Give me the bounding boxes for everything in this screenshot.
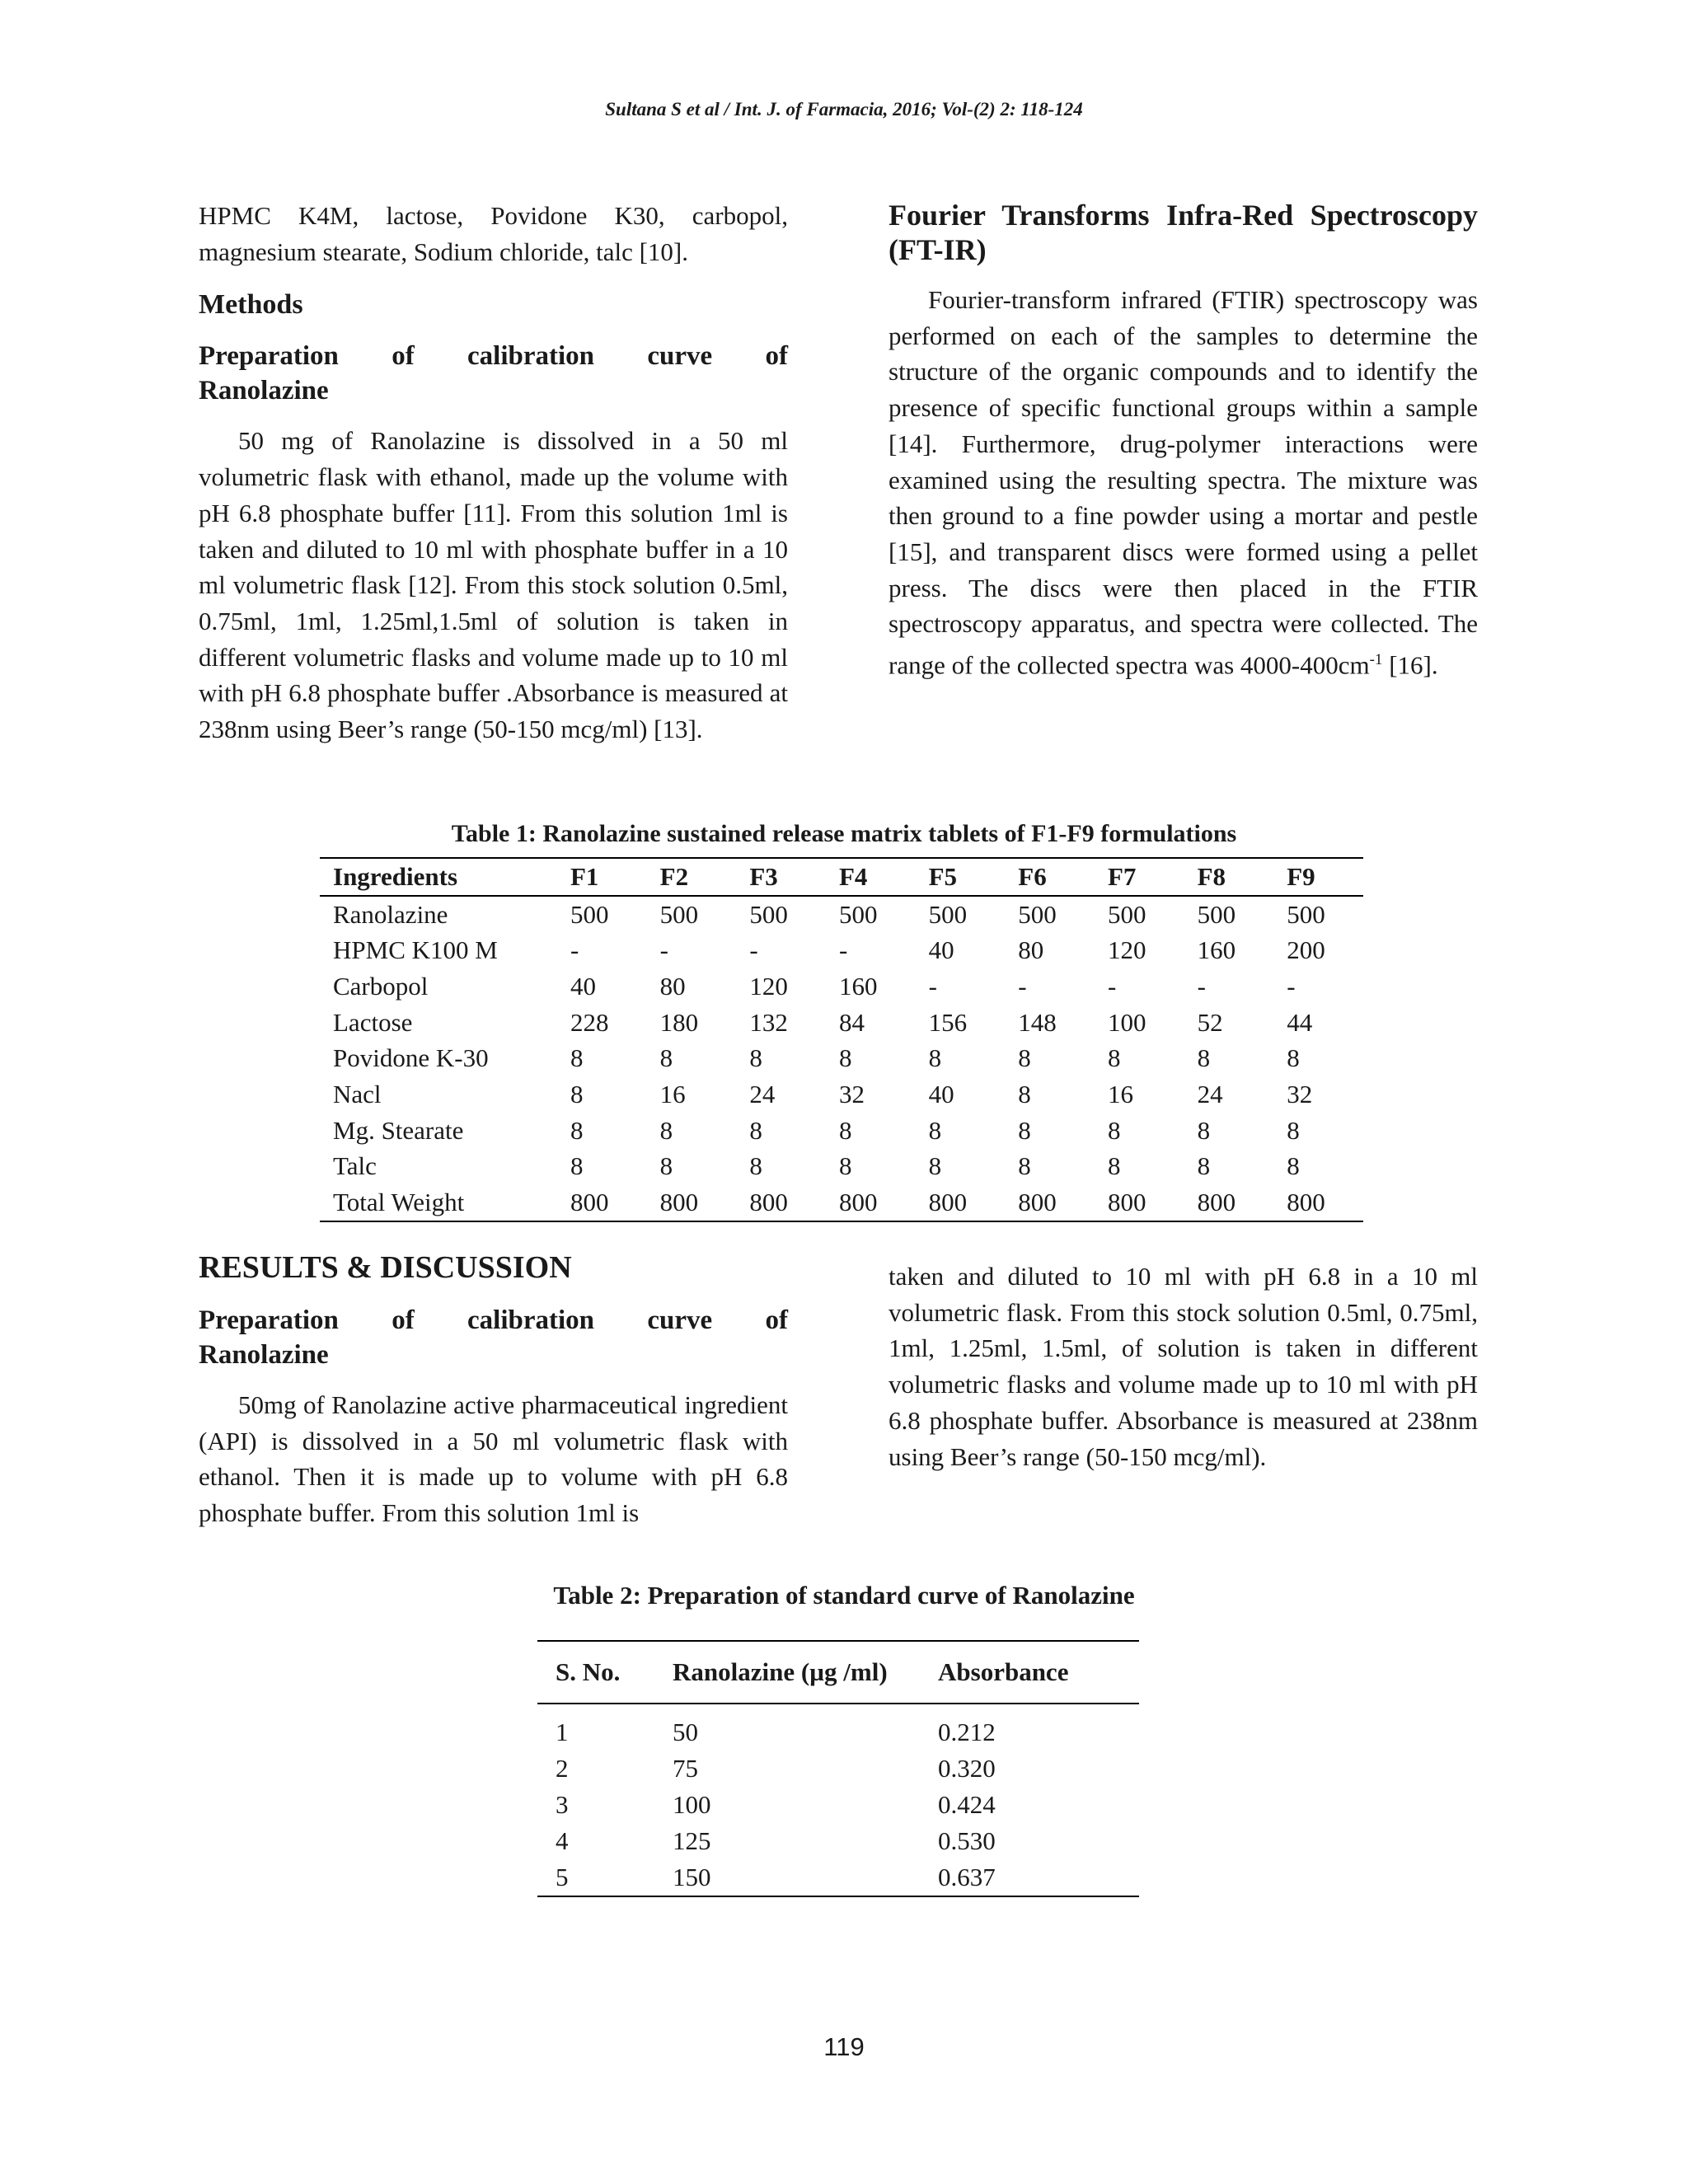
- table1: [320, 857, 1363, 1222]
- table2-body: [537, 1704, 1139, 1896]
- table1-header-cell: F6: [1018, 861, 1047, 891]
- table1-cell: -: [570, 935, 579, 965]
- table1-cell: 120: [1107, 935, 1146, 965]
- table2-row: [537, 1823, 1139, 1859]
- table2-cell: 0.637: [938, 1863, 996, 1891]
- table1-cell: -: [1018, 971, 1027, 1001]
- table1-cell: 8: [928, 1115, 942, 1145]
- table2-cell: 4: [556, 1826, 569, 1855]
- table1-cell: 8: [1018, 1043, 1031, 1073]
- table1-cell: 8: [838, 1115, 852, 1145]
- table1-cell: 24: [1197, 1079, 1223, 1108]
- table1-cell: 800: [1107, 1188, 1146, 1217]
- table1-cell: 800: [928, 1188, 968, 1217]
- table2-row: [537, 1787, 1139, 1823]
- table1-row: [320, 1076, 1363, 1113]
- table1-header-cell: F7: [1107, 861, 1137, 891]
- table1-cell: -: [659, 935, 668, 965]
- table2-cell: 75: [673, 1754, 698, 1783]
- table1-cell: Total Weight: [333, 1188, 465, 1217]
- table1-cell: 156: [928, 1007, 968, 1037]
- table2-cell: 125: [673, 1826, 711, 1855]
- table1-cell: 8: [570, 1079, 584, 1108]
- right-column-bottom: [889, 1258, 1478, 1474]
- table1-cell: 800: [749, 1188, 788, 1217]
- table1-header-cell: F4: [838, 861, 868, 891]
- table1-cell: 500: [570, 899, 609, 929]
- table1-row: [320, 896, 1363, 933]
- methods-heading: Methods: [199, 289, 303, 321]
- results-calibration-heading-line1: Preparation of calibration curve of: [199, 1305, 788, 1335]
- table1-cell: 8: [570, 1043, 584, 1073]
- table1-cell: 132: [749, 1007, 788, 1037]
- table1-row: [320, 1040, 1363, 1076]
- table2-cell: 0.530: [938, 1826, 996, 1855]
- ftir-paragraph-end: [16].: [1382, 650, 1438, 680]
- calibration-heading-line2: Ranolazine: [199, 376, 329, 406]
- table1-cell: 100: [1107, 1007, 1146, 1037]
- table1-cell: 800: [1197, 1188, 1236, 1217]
- running-header: Sultana S et al / Int. J. of Farmacia, 2016; Vol-(2) 2: 118-124: [605, 99, 1083, 120]
- table2: [537, 1640, 1139, 1897]
- left-column-bottom: [199, 1249, 788, 1531]
- table1-cell: 8: [570, 1115, 584, 1145]
- table2-cell: 0.320: [938, 1754, 996, 1783]
- results-paragraph-continued: taken and diluted to 10 ml with pH 6.8 in a 10 ml volumetric flask. From this stock solution 0.5ml, 0.75ml, 1ml, 1.25ml, 1.5ml, of solution is taken in different volumetric flasks and volume made up to 10 ml with pH 6.8 phosphate buffer. Absorbance is measured at 238nm using Beer’s range (50-150 mcg/ml).: [889, 1262, 1478, 1471]
- table1-header-cell: F2: [659, 861, 689, 891]
- table1-cell: 200: [1287, 935, 1325, 965]
- ftir-paragraph: [889, 282, 1478, 683]
- table1-cell: -: [749, 935, 758, 965]
- table1-cell: -: [928, 971, 937, 1001]
- table1-cell: 40: [928, 935, 954, 965]
- table1-cell: Povidone K-30: [333, 1043, 489, 1073]
- table2-cell: 0.424: [938, 1790, 996, 1819]
- table1-cell: 8: [1287, 1043, 1300, 1073]
- table1-cell: 8: [659, 1115, 673, 1145]
- table1-cell: 8: [659, 1043, 673, 1073]
- table1-cell: 52: [1197, 1007, 1223, 1037]
- table1-cell: 500: [1018, 899, 1057, 929]
- table1-cell: -: [838, 935, 848, 965]
- table1-cell: -: [1107, 971, 1117, 1001]
- table1-cell: -: [1197, 971, 1206, 1001]
- table1-row: [320, 1113, 1363, 1149]
- table2-row: [537, 1750, 1139, 1787]
- materials-paragraph: HPMC K4M, lactose, Povidone K30, carbopol, magnesium stearate, Sodium chloride, talc [10].: [199, 201, 788, 266]
- table1-cell: 8: [1197, 1043, 1211, 1073]
- table2-header-cell: Ranolazine (µg /ml): [673, 1657, 888, 1686]
- table1-row: [320, 1005, 1363, 1041]
- table1-caption: Table 1: Ranolazine sustained release matrix tablets of F1-F9 formulations: [451, 820, 1237, 847]
- table2-cell: 0.212: [938, 1718, 996, 1746]
- table2-caption: Table 2: Preparation of standard curve of Ranolazine: [553, 1581, 1135, 1610]
- table1-cell: 160: [1197, 935, 1236, 965]
- table1-row: [320, 932, 1363, 968]
- calibration-heading-line1: Preparation of calibration curve of: [199, 341, 788, 372]
- table1-body: [320, 896, 1363, 1221]
- table1-cell: 800: [659, 1188, 699, 1217]
- table1-cell: 800: [1287, 1188, 1325, 1217]
- results-heading: RESULTS & DISCUSSION: [199, 1250, 572, 1285]
- table1-cell: 8: [570, 1151, 584, 1181]
- table1-cell: Talc: [333, 1151, 377, 1181]
- table1-cell: 228: [570, 1007, 609, 1037]
- table2-cell: 3: [556, 1790, 569, 1819]
- table1-row: [320, 968, 1363, 1005]
- ftir-paragraph-text: Fourier-transform infrared (FTIR) spectroscopy was performed on each of the samples to determine the structure of the organic compounds and to identify the presence of specific functional groups within a sample [14]. Furthermore, drug-polymer interactions were examined using the resulting spectra. The mixture was then ground to a fine powder using a mortar and pestle [15], and transparent discs were formed using a pellet press. The discs were then placed in the FTIR spectroscopy apparatus, and spectra were collected. The range of the collected spectra was 4000-400cm: [889, 285, 1478, 680]
- table1-cell: 8: [1107, 1043, 1121, 1073]
- table1-cell: -: [1287, 971, 1296, 1001]
- table1-cell: 148: [1018, 1007, 1057, 1037]
- table2-header-row: [537, 1641, 1139, 1704]
- table1-cell: 8: [749, 1043, 762, 1073]
- table1-header-cell: F5: [928, 861, 958, 891]
- table1-cell: 8: [928, 1151, 942, 1181]
- table1-cell: 8: [1107, 1151, 1121, 1181]
- table2-cell: 5: [556, 1863, 569, 1891]
- table1-cell: 500: [749, 899, 788, 929]
- table1-cell: 8: [1018, 1151, 1031, 1181]
- table2-cell: 100: [673, 1790, 711, 1819]
- table1-cell: 8: [1287, 1151, 1300, 1181]
- table2-cell: 1: [556, 1718, 569, 1746]
- table1-cell: 500: [1197, 899, 1236, 929]
- table1-cell: 84: [838, 1007, 865, 1037]
- table1-cell: 500: [1107, 899, 1146, 929]
- table1-row: [320, 1184, 1363, 1221]
- table1-cell: 24: [749, 1079, 776, 1108]
- table1-cell: 80: [659, 971, 686, 1001]
- table2-cell: 2: [556, 1754, 569, 1783]
- calibration-paragraph: 50 mg of Ranolazine is dissolved in a 50 ml volumetric flask with ethanol, made up the volume with pH 6.8 phosphate buffer [11]. From this solution 1ml is taken and diluted to 10 ml with phosphate buffer in a 10 ml volumetric flask [12]. From this stock solution 0.5ml, 0.75ml, 1ml, 1.25ml,1.5ml of solution is taken in different volumetric flasks and volume made up to 10 ml with pH 6.8 phosphate buffer .Absorbance is measured at 238nm using Beer’s range (50-150 mcg/ml) [13].: [199, 426, 788, 744]
- table1-cell: 800: [570, 1188, 609, 1217]
- table1-cell: Carbopol: [333, 971, 429, 1001]
- table1-header-cell: F3: [749, 861, 778, 891]
- table1-cell: 500: [928, 899, 968, 929]
- table1-cell: 160: [838, 971, 878, 1001]
- table1-header-cell: Ingredients: [333, 861, 458, 891]
- table1-cell: 8: [928, 1043, 942, 1073]
- ftir-superscript: -1: [1369, 651, 1383, 669]
- left-column-top: [199, 198, 788, 748]
- table1-cell: 40: [570, 971, 596, 1001]
- table2-row: [537, 1859, 1139, 1896]
- table1-cell: 500: [1287, 899, 1325, 929]
- table1-cell: 8: [1197, 1115, 1211, 1145]
- table1-cell: Lactose: [333, 1007, 413, 1037]
- table1-header-cell: F9: [1287, 861, 1315, 891]
- table1-cell: 32: [1287, 1079, 1313, 1108]
- table2-cell: 150: [673, 1863, 711, 1891]
- table1-cell: 80: [1018, 935, 1044, 965]
- table1-cell: 8: [1018, 1115, 1031, 1145]
- table1-cell: 180: [659, 1007, 699, 1037]
- table1-cell: 8: [749, 1115, 762, 1145]
- table1-cell: 32: [838, 1079, 865, 1108]
- table1-row: [320, 1149, 1363, 1185]
- table1-cell: 8: [838, 1043, 852, 1073]
- table1-cell: 16: [1107, 1079, 1133, 1108]
- table1-cell: 44: [1287, 1007, 1313, 1037]
- table1-cell: Mg. Stearate: [333, 1115, 464, 1145]
- table1-cell: 8: [749, 1151, 762, 1181]
- page-number: 119: [823, 2032, 865, 2061]
- ftir-heading: Fourier Transforms Infra-Red Spectroscopy (FT-IR): [889, 199, 1478, 266]
- table2-header-cell: Absorbance: [938, 1657, 1069, 1686]
- results-paragraph: 50mg of Ranolazine active pharmaceutical ingredient (API) is dissolved in a 50 ml volumetric flask with ethanol. Then it is made up to volume with pH 6.8 phosphate buffer. From this solution 1ml is: [199, 1390, 788, 1528]
- table1-cell: HPMC K100 M: [333, 935, 498, 965]
- table1-cell: Ranolazine: [333, 899, 448, 929]
- table1-cell: 500: [659, 899, 699, 929]
- table2-cell: 50: [673, 1718, 698, 1746]
- table1-cell: 16: [659, 1079, 686, 1108]
- table1-cell: 500: [838, 899, 878, 929]
- table1-header-row: [320, 858, 1363, 896]
- table1-cell: 8: [1197, 1151, 1211, 1181]
- right-column-top: [889, 198, 1478, 683]
- table1-cell: 8: [1287, 1115, 1300, 1145]
- table1-header-cell: F1: [570, 861, 599, 891]
- table1-cell: 800: [838, 1188, 878, 1217]
- table1-cell: 8: [659, 1151, 673, 1181]
- table1-cell: 40: [928, 1079, 954, 1108]
- table1-cell: Nacl: [333, 1079, 382, 1108]
- table2-header-cell: S. No.: [556, 1657, 621, 1686]
- table2-row: [537, 1704, 1139, 1750]
- table1-cell: 800: [1018, 1188, 1057, 1217]
- table1-cell: 8: [838, 1151, 852, 1181]
- results-calibration-heading-line2: Ranolazine: [199, 1340, 329, 1370]
- table1-cell: 8: [1107, 1115, 1121, 1145]
- table1-cell: 8: [1018, 1079, 1031, 1108]
- table1-cell: 120: [749, 971, 788, 1001]
- table1-header-cell: F8: [1197, 861, 1226, 891]
